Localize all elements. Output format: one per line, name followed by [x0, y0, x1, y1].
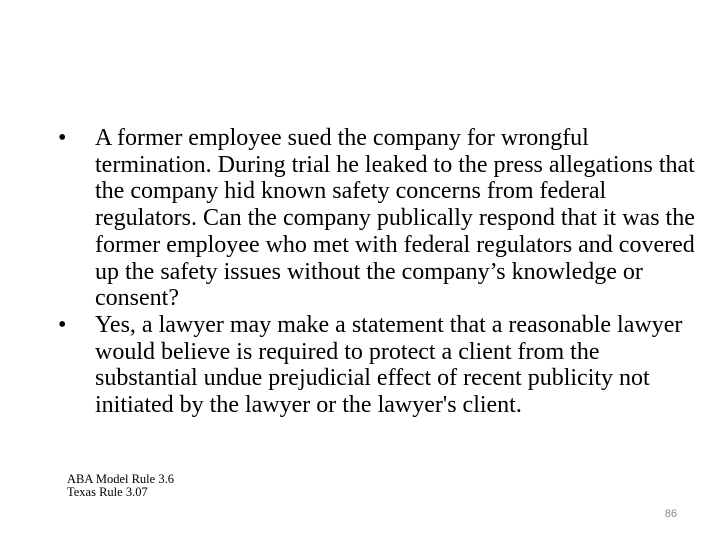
- reference-texas-rule: Texas Rule 3.07: [67, 485, 148, 499]
- bullet-marker: •: [58, 311, 67, 338]
- reference-aba-rule: ABA Model Rule 3.6: [67, 472, 174, 486]
- bullet-marker: •: [58, 125, 67, 151]
- bullet-answer: [58, 312, 698, 419]
- page-number: 86: [664, 508, 677, 520]
- bullet-text-answer: Yes, a lawyer may make a statement that a reasonable lawyer would believe is required to protect a client from the substantial undue prejudicial effect of recent publicity not initiated by the lawyer or the lawyer's client.: [95, 311, 683, 419]
- bullet-question: [58, 125, 698, 312]
- bullet-list: [58, 125, 698, 419]
- rule-references: [67, 473, 174, 499]
- bullet-text-question: A former employee sued the company for wrongful termination. During trial he leaked to the press allegations that the company hid known safety concerns from federal regulators. Can the company publically respond that it was the former employee who met with federal regulators and covered up the safety issues without the company’s knowledge or consent?: [95, 125, 695, 312]
